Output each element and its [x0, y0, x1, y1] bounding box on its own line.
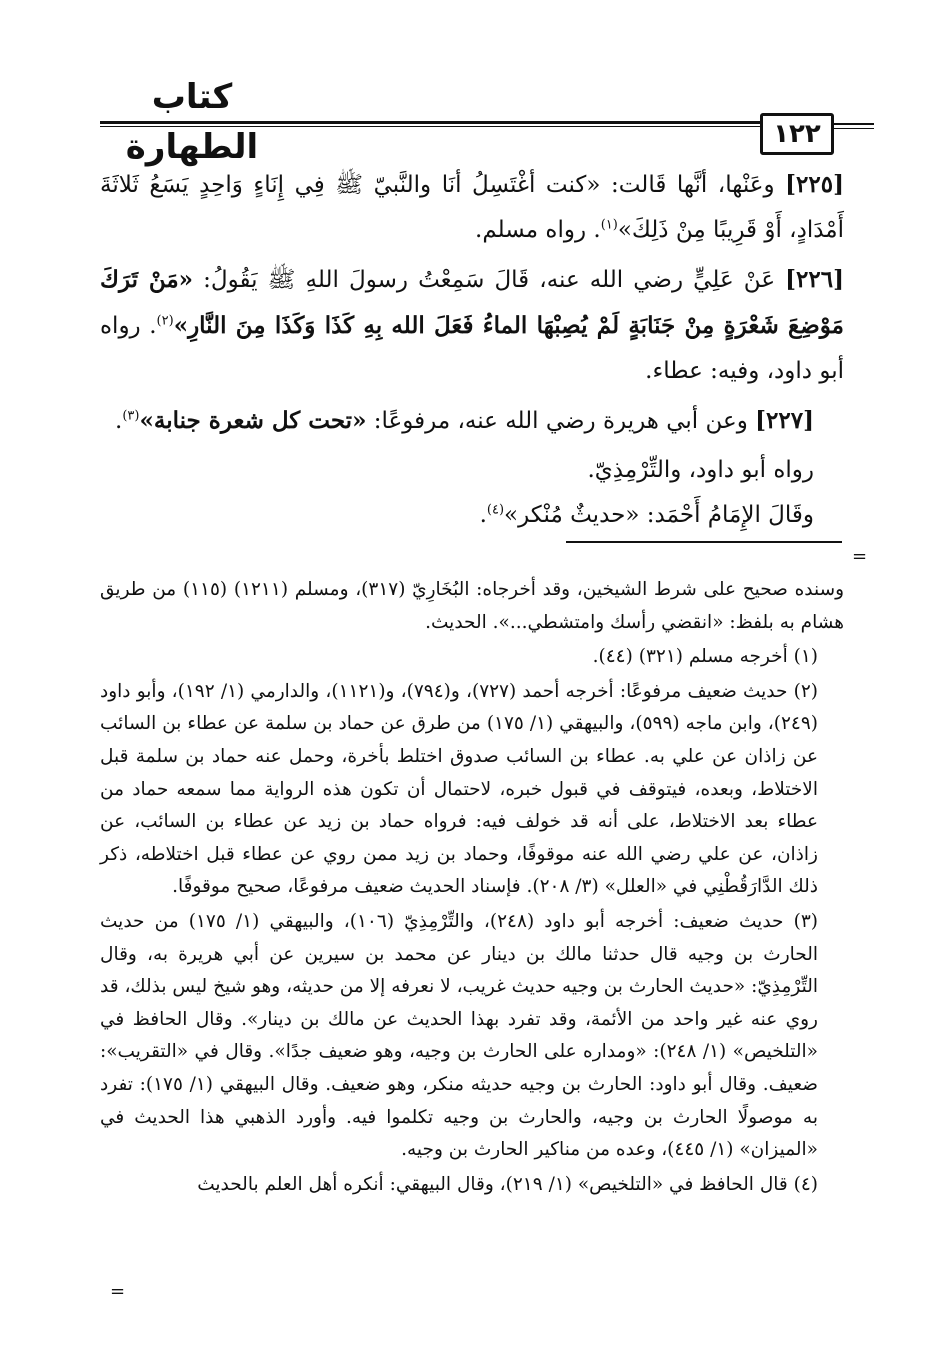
hadith-225: [100, 162, 844, 253]
ahmad-verdict-line: [100, 493, 844, 538]
hadith-source: . رواه أبو داود، وفيه: عطاء.: [100, 313, 844, 384]
main-text: [100, 162, 844, 538]
hadith-number: [٢٢٥]: [785, 171, 844, 198]
hadith-quote: «مَنْ تَرَكَ مَوْضِعَ شَعْرَةٍ مِنْ جَنَابَةٍ لَمْ يُصِبْهَا الماءُ فَعَلَ الله بِهِ كَذَا وَكَذَا مِنَ النَّارِ»: [100, 266, 844, 339]
hadith-227: [100, 398, 844, 444]
footnotes: [100, 574, 844, 1203]
footnote-ref: (٤): [486, 502, 505, 518]
hadith-number: [٢٢٦]: [785, 266, 844, 293]
footnote-2: (٢) حديث ضعيف مرفوعًا: أخرجه أحمد (٧٢٧)، و(٧٩٤)، و(١١٢١)، والدارمي (١/ ١٩٢)، وأبو داود (٢٤٩)، وابن ماجه (٥٩٩)، والبيهقي (١/ ١٧٥) من طرق عن حماد بن سلمة عن عطاء بن السائب عن زاذان عن علي به. عطاء بن السائب صدوق اختلط بأخرة، وحمل عنه حماد بن سلمة قبل الاختلاط، وبعده، فيتوقف في قبول خبره، لاحتمال أن تكون هذه الرواية مما سمعه حماد من عطاء بعد الاختلاط، على أنه قد خولف فيه: فرواه حماد بن زيد عن عطاء بن السائب، عن زاذان، عن علي رضي الله عنه موقوفًا، وحماد بن زيد ممن روي عن عطاء قبل اختلاطه، ذكر ذلك الدَّارَقُطْنِي في «العلل» (٣/ ٢٠٨). فإسناد الحديث ضعيف مرفوعًا، صحيح موقوفًا.: [100, 680, 818, 898]
narrators-line: [100, 448, 844, 493]
header-rule: [100, 121, 760, 124]
header-rule-right: [834, 123, 874, 125]
footnote-3: (٣) حديث ضعيف: أخرجه أبو داود (٢٤٨)، والتِّرْمِذِيّ (١٠٦)، والبيهقي (١/ ١٧٥) من حديث الحارث بن وجيه قال حدثنا مالك بن دينار عن محمد بن سيرين عن أبي هريرة به، وقال التِّرْمِذِيّ: «حديث الحارث بن وجيه حديث غريب، لا نعرفه إلا من حديثه، وهو شيخ ليس بذلك، قد روي عنه غير واحد من الأئمة، وقد تفرد بهذا الحديث عن مالك بن دينار». وقال الحافظ في «التلخيص» (١/ ٢٤٨): «ومداره على الحارث بن وجيه، وهو ضعيف جدًا». وقال في «التقريب»: ضعيف. وقال أبو داود: الحارث بن وجيه حديثه منكر، وهو ضعيف. وقال البيهقي (١/ ١٧٥): تفرد به موصولًا الحارث بن وجيه، والحارث بن وجيه تكلموا فيه. وأورد الذهبي هذا الحديث في «الميزان» (١/ ٤٤٥)، وعده من مناكير الحارث بن وجيه.: [100, 910, 818, 1161]
running-title: كتاب الطهارة: [125, 77, 259, 167]
header-rule-right-thin: [834, 128, 874, 129]
hadith-quote: «تحت كل شعرة جنابة»: [139, 407, 367, 434]
footnote-1: (١) أخرجه مسلم (٣٢١) (٤٤).: [592, 646, 818, 668]
footnote-ref: (١): [600, 217, 618, 233]
hadith-text: وعَنْها، أنَّها قَالت: «كنت أغْتَسِلُ أنَا والنَّبيّ ﷺ فِي إِنَاءٍ وَاحِدٍ يَسَعُ ثَلاثَةَ أَمْدَادٍ، أَوْ قَرِيبًا مِنْ ذَلِكَ»: [100, 172, 844, 243]
footnote-continuation-mark: =: [852, 546, 868, 567]
header-rule-thin: [100, 126, 760, 127]
hadith-source: . رواه مسلم.: [475, 217, 601, 243]
footnote-ref: (٢): [156, 313, 174, 329]
hadith-number: [٢٢٧]: [755, 407, 814, 434]
ahmad-verdict-tail: .: [479, 502, 487, 528]
ahmad-verdict-text: وقَالَ الإِمَامُ أَحْمَد: «حديثٌ مُنْكر»: [504, 502, 814, 528]
hadith-226: [100, 257, 844, 394]
footnote-ref: (٣): [122, 408, 140, 424]
footnote-4: (٤) قال الحافظ في «التلخيص» (١/ ٢١٩)، وقال البيهقي: أنكره أهل العلم بالحديث: [197, 1173, 818, 1195]
hadith-intro: عَنْ عَلِيٍّ رضي الله عنه، قَالَ سَمِعْتُ رسولَ اللهِ ﷺ يَقُولُ:: [193, 267, 786, 293]
hadith-intro: وعن أبي هريرة رضي الله عنه، مرفوعًا:: [366, 408, 756, 434]
footnote-continues-mark: =: [110, 1281, 126, 1302]
narrators-text: رواه أبو داود، والتِّرْمِذِيّ.: [587, 457, 814, 483]
hadith-tail: .: [115, 408, 123, 434]
footnote-separator: [566, 541, 842, 543]
page-number: ١٢٢: [760, 113, 834, 155]
footnote-carryover: وسنده صحيح على شرط الشيخين، وقد أخرجاه: البُخَارِيّ (٣١٧)، ومسلم (١٢١١) (١١٥) من طريق هشام به بلفظ: «انقضي رأسك وامتشطي...». الحديث.: [100, 579, 845, 633]
